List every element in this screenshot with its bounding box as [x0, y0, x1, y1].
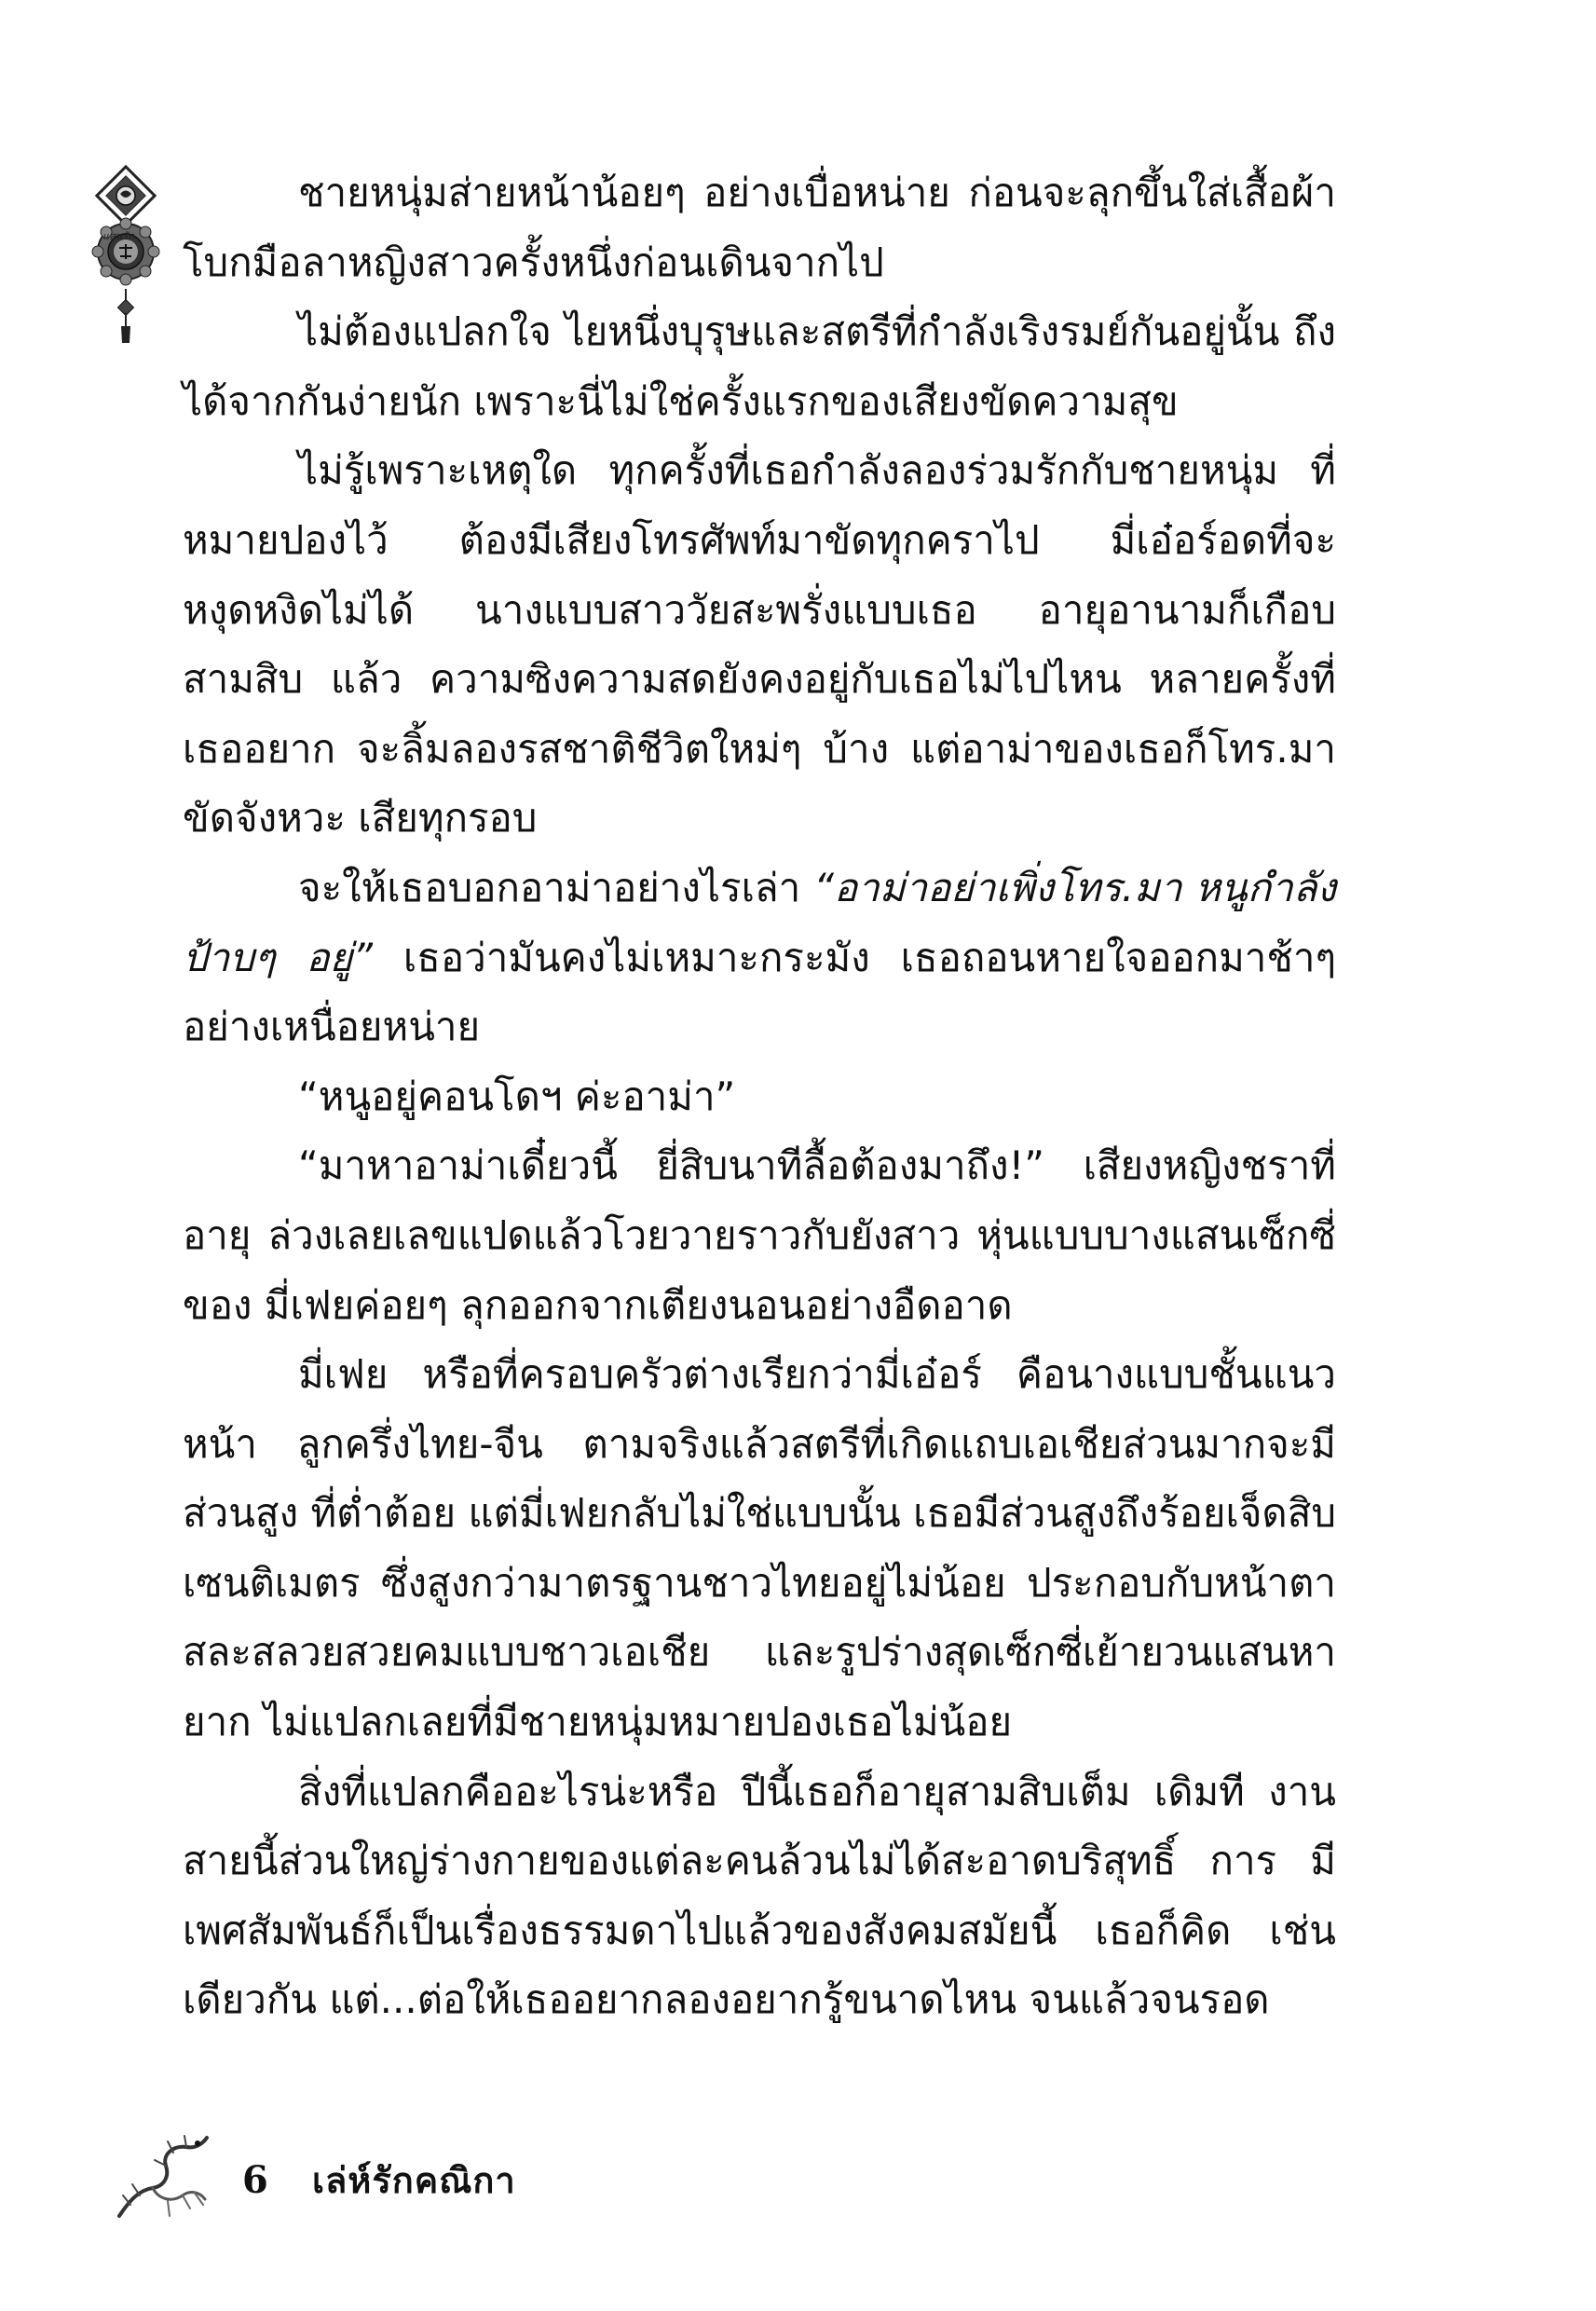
dragon-ornament-icon — [112, 2134, 214, 2227]
book-title: เล่ห์รักคณิกา — [312, 2159, 516, 2201]
paragraph: ไม่ต้องแปลกใจ ไยหนึ่งบุรุษและสตรีที่กำลังเริงรมย์กันอยู่นั้น ถึงได้จากกันง่ายนัก เพราะนี่ไม่ใช่ครั้งแรกของเสียงขัดความสุข — [183, 308, 1336, 424]
paragraph: ชายหนุ่มส่ายหน้าน้อยๆ อย่างเบื่อหน่าย ก่อนจะลุกขึ้นใส่เสื้อผ้า โบกมือลาหญิงสาวครั้งหนึ่งก่อนเดินจากไป — [183, 170, 1336, 285]
paragraph-text: เธอว่ามันคงไม่เหมาะกระมัง เธอถอนหายใจออกมาช้าๆ อย่างเหนื่อยหน่าย — [183, 934, 1337, 1050]
chapter-emblem — [75, 158, 177, 345]
emblem-label: แสนรัก — [102, 230, 134, 242]
paragraph: “หนูอยู่คอนโดฯ ค่ะอาม่า” — [298, 1073, 736, 1119]
page-number: 6 — [242, 2158, 268, 2202]
paragraph: “มาหาอาม่าเดี๋ยวนี้ ยี่สิบนาทีลื้อต้องมาถึง!” เสียงหญิงชราที่อายุ ล่วงเลยเลขแปดแล้วโวยวายราวกับยังสาว หุ่นแบบบางแสนเซ็กซี่ของ มี่เฟยค่อยๆ ลุกออกจากเตียงนอนอย่างอืดอาด — [183, 1142, 1336, 1328]
paragraph: ไม่รู้เพราะเหตุใด ทุกครั้งที่เธอกำลังลองร่วมรักกับชายหนุ่ม ที่หมายปองไว้ ต้องมีเสียงโทรศัพท์มาขัดทุกคราไป มี่เอ๋อร์อดที่จะ หงุดหงิดไม่ได้ นางแบบสาววัยสะพรั่งแบบเธอ อายุอานามก็เกือบสามสิบ แล้ว ความซิงความสดยังคงอยู่กับเธอไม่ไปไหน หลายครั้งที่เธออยาก จะลิ้มลองรสชาติชีวิตใหม่ๆ บ้าง แต่อาม่าของเธอก็โทร.มาขัดจังหวะ เสียทุกรอบ — [183, 447, 1336, 841]
paragraph: สิ่งที่แปลกคืออะไรน่ะหรือ ปีนี้เธอก็อายุสามสิบเต็ม เดิมที งานสายนี้ส่วนใหญ่ร่างกายของแต่ละคนล้วนไม่ได้สะอาดบริสุทธิ์ การ มีเพศสัมพันธ์ก็เป็นเรื่องธรรมดาไปแล้วของสังคมสมัยนี้ เธอก็คิด เช่นเดียวกัน แต่...ต่อให้เธออยากลองอยากรู้ขนาดไหน จนแล้วจนรอด — [183, 1768, 1336, 2023]
italic-quote: “อาม่าอย่าเพิ่งโทร.มา หนูกำลัง ป้าบๆ อยู่” — [183, 864, 1336, 980]
body-text — [183, 158, 1336, 2035]
ornament-emblem-icon — [75, 158, 177, 345]
paragraph-text: จะให้เธอบอกอาม่าอย่างไรเล่า — [298, 864, 814, 910]
paragraph — [183, 854, 1336, 1062]
paragraph: มี่เฟย หรือที่ครอบครัวต่างเรียกว่ามี่เอ๋อร์ คือนางแบบชั้นแนวหน้า ลูกครึ่งไทย-จีน ตามจริงแล้วสตรีที่เกิดแถบเอเชียส่วนมากจะมีส่วนสูง ที่ต่ำต้อย แต่มี่เฟยกลับไม่ใช่แบบนั้น เธอมีส่วนสูงถึงร้อยเจ็ดสิบ เซนติเมตร ซึ่งสูงกว่ามาตรฐานชาวไทยอยู่ไม่น้อย ประกอบกับหน้าตา สละสลวยสวยคมแบบชาวเอเชีย และรูปร่างสุดเซ็กซี่เย้ายวนแสนหายาก ไม่แปลกเลยที่มีชายหนุ่มหมายปองเธอไม่น้อย — [183, 1351, 1336, 1745]
page-footer — [112, 2134, 764, 2236]
